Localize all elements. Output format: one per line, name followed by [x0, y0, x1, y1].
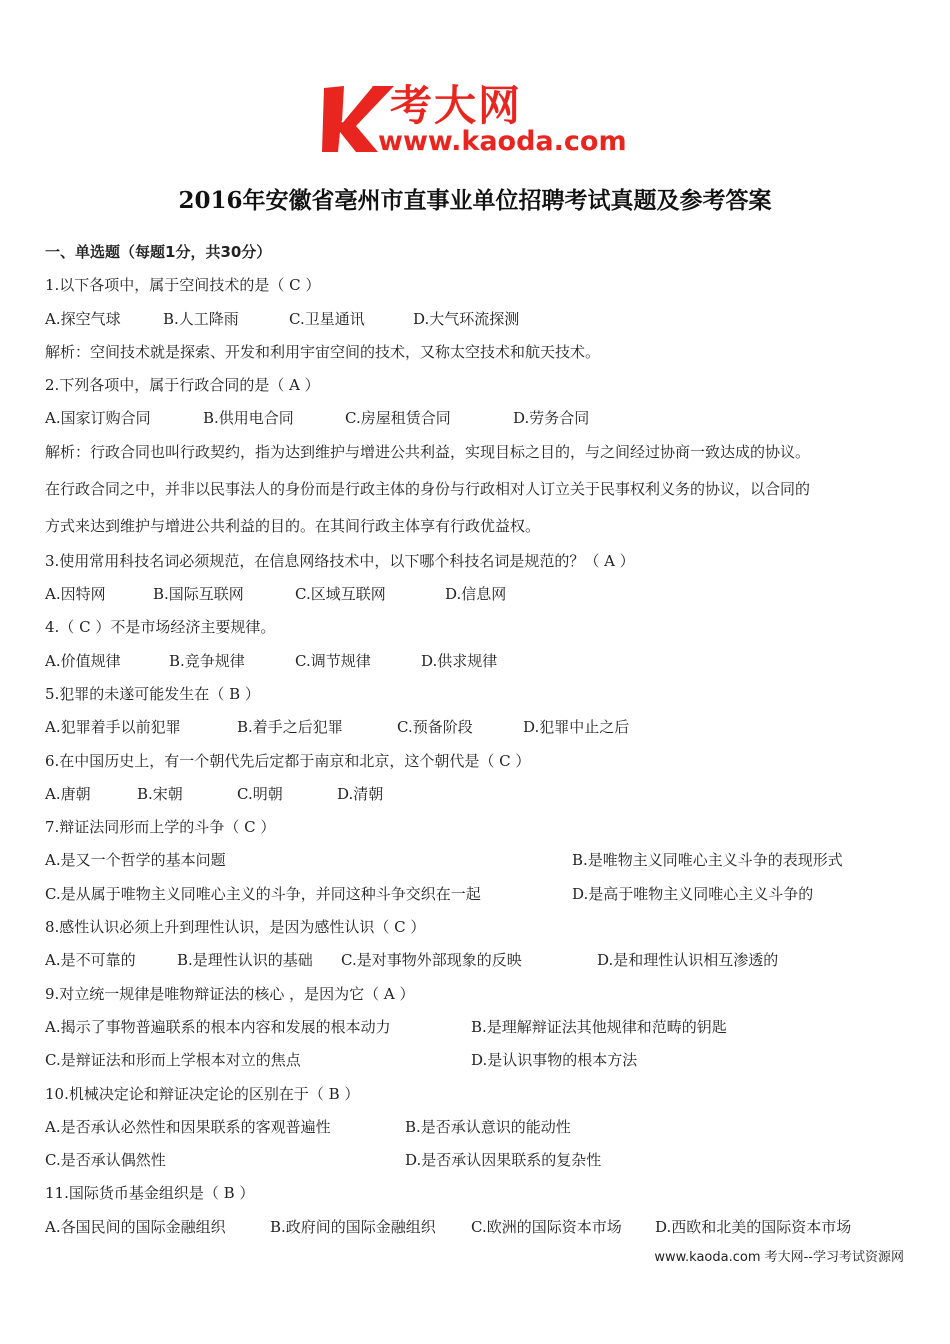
question-1-analysis: 解析：空间技术就是探索、开发和利用宇宙空间的技术，又称太空技术和航天技术。: [45, 342, 601, 361]
option-a: A.揭示了事物普遍联系的根本内容和发展的根本动力: [45, 1017, 391, 1036]
option-b: B.宋朝: [137, 784, 183, 803]
option-d: D.劳务合同: [513, 409, 590, 428]
option-d: D.是高于唯物主义同唯心主义斗争的: [572, 884, 814, 903]
question-2-stem: 2.下列各项中，属于行政合同的是（ A ）: [45, 376, 320, 395]
question-6-options: [45, 778, 915, 811]
question-2-analysis-line-2: 在行政合同之中，并非以民事法人的身份而是行政主体的身份与行政相对人订立关于民事权利义务的协议，以合同的: [45, 479, 811, 498]
question-4-options: [45, 645, 915, 678]
question-9-options-row-2: [45, 1044, 915, 1077]
question-2-analysis-line-1: 解析：行政合同也叫行政契约，指为达到维护与增进公共利益，实现目标之目的，与之间经过协商一致达成的协议。: [45, 442, 811, 461]
option-a: A.各国民间的国际金融组织: [45, 1217, 226, 1236]
option-b: B.政府间的国际金融组织: [270, 1217, 436, 1236]
option-b: B.供用电合同: [203, 409, 294, 428]
option-b: B.是唯物主义同唯心主义斗争的表现形式: [572, 851, 843, 870]
option-d: D.大气环流探测: [413, 309, 520, 328]
question-list: [45, 236, 915, 1244]
question-3-stem: 3.使用常用科技名词必须规范，在信息网络技术中，以下哪个科技名词是规范的？（ A ）: [45, 551, 635, 570]
option-a: A.价值规律: [45, 651, 121, 670]
option-a: A.探空气球: [45, 309, 121, 328]
question-4-stem: 4.（ C ）不是市场经济主要规律。: [45, 618, 276, 637]
option-c: C.欧洲的国际资本市场: [471, 1217, 622, 1236]
option-c: C.是从属于唯物主义同唯心主义的斗争，并同这种斗争交织在一起: [45, 884, 481, 903]
option-a: A.是不可靠的: [45, 951, 136, 970]
question-1-stem: 1.以下各项中，属于空间技术的是（ C ）: [45, 276, 321, 295]
option-c: C.调节规律: [295, 651, 371, 670]
option-c: C.预备阶段: [397, 718, 473, 737]
option-a: A.是否承认必然性和因果联系的客观普遍性: [45, 1117, 331, 1136]
option-a: A.是又一个哲学的基本问题: [45, 851, 226, 870]
option-c: C.明朝: [237, 784, 283, 803]
question-3-options: [45, 578, 915, 611]
option-c: C.卫星通讯: [289, 309, 365, 328]
option-c: C.房屋租赁合同: [345, 409, 451, 428]
question-6-stem: 6.在中国历史上，有一个朝代先后定都于南京和北京，这个朝代是（ C ）: [45, 751, 531, 770]
question-7-options-row-2: [45, 878, 915, 911]
kaoda-logo: [320, 80, 640, 160]
question-2-options: [45, 402, 915, 435]
option-d: D.是和理性认识相互渗透的: [597, 951, 779, 970]
question-1-options: [45, 303, 915, 336]
option-d: D.西欧和北美的国际资本市场: [655, 1217, 852, 1236]
option-d: D.是认识事物的根本方法: [471, 1051, 638, 1070]
section-heading: 一、单选题（每题1分，共30分）: [45, 243, 272, 261]
option-a: A.国家订购合同: [45, 409, 151, 428]
option-b: B.是否承认意识的能动性: [405, 1117, 571, 1136]
question-8-options: [45, 944, 915, 977]
option-a: A.犯罪着手以前犯罪: [45, 718, 181, 737]
question-9-stem: 9.对立统一规律是唯物辩证法的核心 ，是因为它（ A ）: [45, 984, 415, 1003]
question-5-stem: 5.犯罪的未遂可能发生在（ B ）: [45, 684, 260, 703]
question-7-options-row-1: [45, 844, 915, 877]
question-11-options: [45, 1211, 915, 1244]
logo-text-cn: 考大网: [390, 81, 523, 130]
option-c: C.是辩证法和形而上学根本对立的焦点: [45, 1051, 301, 1070]
question-10-options-row-2: [45, 1144, 915, 1177]
option-a: A.因特网: [45, 585, 106, 604]
page-footer: www.kaoda.com 考大网--学习考试资源网: [654, 1250, 904, 1265]
option-c: C.是对事物外部现象的反映: [341, 951, 522, 970]
question-7-stem: 7.辩证法同形而上学的斗争（ C ）: [45, 818, 276, 837]
option-c: C.是否承认偶然性: [45, 1151, 166, 1170]
option-d: D.信息网: [445, 585, 507, 604]
question-8-stem: 8.感性认识必须上升到理性认识，是因为感性认识（ C ）: [45, 918, 426, 937]
option-b: B.竞争规律: [169, 651, 245, 670]
option-b: B.人工降雨: [163, 309, 239, 328]
option-a: A.唐朝: [45, 784, 91, 803]
option-b: B.国际互联网: [153, 585, 244, 604]
option-b: B.是理性认识的基础: [177, 951, 313, 970]
option-d: D.供求规律: [421, 651, 498, 670]
document-title: 2016年安徽省亳州市直事业单位招聘考试真题及参考答案: [178, 187, 772, 214]
question-5-options: [45, 711, 915, 744]
option-b: B.是理解辩证法其他规律和范畴的钥匙: [471, 1017, 727, 1036]
question-2-analysis-line-3: 方式来达到维护与增进公共利益的目的。在其间行政主体享有行政优益权。: [45, 516, 541, 535]
option-c: C.区域互联网: [295, 585, 386, 604]
question-10-options-row-1: [45, 1111, 915, 1144]
question-9-options-row-1: [45, 1011, 915, 1044]
option-d: D.是否承认因果联系的复杂性: [405, 1151, 602, 1170]
logo-text-url: www.kaoda.com: [378, 126, 627, 157]
question-11-stem: 11.国际货币基金组织是（ B ）: [45, 1184, 255, 1203]
question-10-stem: 10.机械决定论和辩证决定论的区别在于（ B ）: [45, 1084, 360, 1103]
option-b: B.着手之后犯罪: [237, 718, 343, 737]
option-d: D.清朝: [337, 784, 384, 803]
option-d: D.犯罪中止之后: [523, 718, 630, 737]
